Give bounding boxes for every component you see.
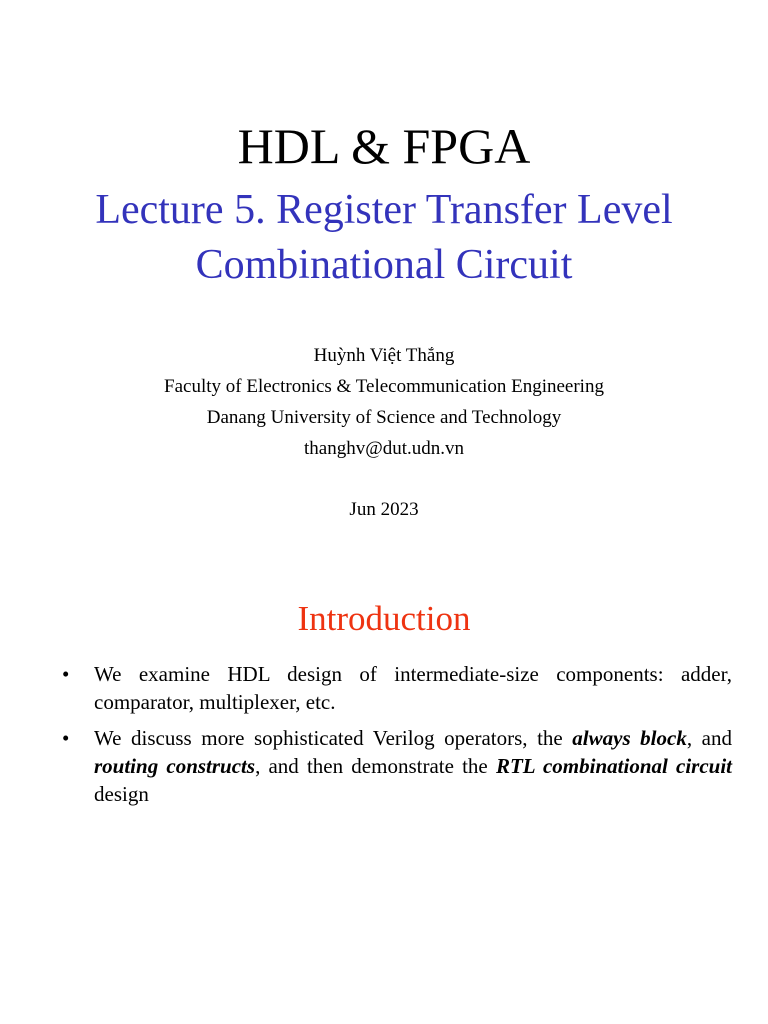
author-name: Huỳnh Việt Thắng [313,345,455,366]
section-heading: Introduction [297,599,471,638]
bullet-item [62,660,732,716]
bullet-text: We examine HDL design of intermediate-size components: adder, comparator, multiplexer, etc. [94,662,732,714]
emphasis-routing-constructs: routing constructs [94,754,256,778]
bullet-glyph: • [62,726,70,750]
lecture-subtitle-line2: Combinational Circuit [195,242,573,288]
emphasis-rtl-combinational-circuit: RTL combinational circuit [495,754,733,778]
bullet-text-part: design [94,782,149,806]
lecture-subtitle-line1: Lecture 5. Register Transfer Level [95,187,673,233]
bullet-text-part: We discuss more sophisticated Verilog operators, the [94,726,573,750]
bullet-list [62,660,732,816]
bullet-text-part: , and then demonstrate the [255,754,496,778]
author-university: Danang University of Science and Technology [206,407,562,428]
author-email: thanghv@dut.udn.vn [304,438,464,459]
slide-title: HDL & FPGA [237,118,531,174]
emphasis-always-block: always block [572,726,687,750]
lecture-date: Jun 2023 [349,499,419,520]
bullet-glyph: • [62,662,70,686]
bullet-item [62,724,732,808]
author-faculty: Faculty of Electronics & Telecommunication Engineering [164,376,604,397]
bullet-text-part: , and [686,726,732,750]
